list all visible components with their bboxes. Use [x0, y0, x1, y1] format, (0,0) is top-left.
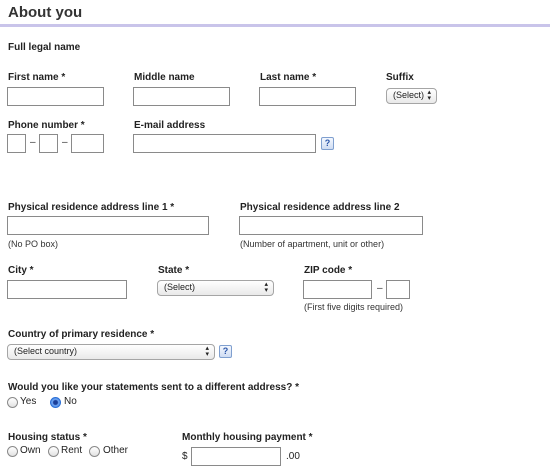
statements-yes-radio[interactable] — [7, 397, 18, 408]
housing-status-label: Housing status * — [8, 432, 87, 443]
country-help-icon[interactable]: ? — [219, 345, 232, 358]
phone-dash-2: – — [62, 137, 68, 148]
state-select[interactable] — [157, 280, 274, 296]
phone-line-input[interactable] — [71, 134, 104, 153]
select-arrows-icon: ▴ ▾ — [427, 89, 431, 102]
housing-other-label[interactable]: Other — [103, 445, 129, 456]
zip-code-input[interactable] — [303, 280, 372, 299]
country-select[interactable] — [7, 344, 215, 360]
suffix-select-value: (Select) — [393, 90, 425, 100]
section-divider — [0, 24, 550, 27]
monthly-payment-input[interactable] — [191, 447, 281, 466]
first-name-label: First name * — [8, 72, 66, 83]
suffix-label: Suffix — [386, 72, 414, 83]
housing-other-radio[interactable] — [89, 446, 100, 457]
housing-rent-label[interactable]: Rent — [61, 445, 83, 456]
housing-rent-radio[interactable] — [48, 446, 59, 457]
cents-suffix: .00 — [286, 451, 300, 462]
phone-prefix-input[interactable] — [39, 134, 58, 153]
city-label: City * — [8, 265, 34, 276]
email-help-icon[interactable]: ? — [321, 137, 334, 150]
housing-own-label[interactable]: Own — [20, 445, 41, 456]
middle-name-input[interactable] — [133, 87, 230, 106]
statements-no-label[interactable]: No — [64, 396, 77, 407]
email-label: E-mail address — [134, 120, 206, 131]
state-label: State * — [158, 265, 190, 276]
first-name-input[interactable] — [7, 87, 104, 106]
monthly-payment-label: Monthly housing payment * — [182, 432, 313, 443]
zip-code-hint: (First five digits required) — [304, 302, 404, 312]
statements-no-radio[interactable] — [50, 397, 61, 408]
address-line2-input[interactable] — [239, 216, 423, 235]
address-line2-hint: (Number of apartment, unit or other) — [240, 239, 385, 249]
select-arrows-icon: ▴ ▾ — [205, 345, 209, 358]
phone-area-code-input[interactable] — [7, 134, 26, 153]
full-legal-name-heading: Full legal name — [8, 42, 81, 53]
zip-dash: – — [377, 283, 383, 294]
select-arrows-icon: ▴ ▾ — [264, 281, 268, 294]
country-select-value: (Select country) — [14, 346, 78, 356]
state-select-value: (Select) — [164, 282, 196, 292]
address-line1-input[interactable] — [7, 216, 209, 235]
address-line2-label: Physical residence address line 2 — [240, 202, 400, 213]
section-title: About you — [8, 4, 83, 21]
address-line1-hint: (No PO box) — [8, 239, 59, 249]
suffix-select[interactable] — [386, 88, 437, 104]
address-line1-label: Physical residence address line 1 * — [8, 202, 175, 213]
email-input[interactable] — [133, 134, 316, 153]
zip-plus4-input[interactable] — [386, 280, 410, 299]
last-name-input[interactable] — [259, 87, 356, 106]
housing-own-radio[interactable] — [7, 446, 18, 457]
country-label: Country of primary residence * — [8, 329, 155, 340]
zip-code-label: ZIP code * — [304, 265, 353, 276]
last-name-label: Last name * — [260, 72, 317, 83]
statements-question: Would you like your statements sent to a different address? * — [8, 382, 299, 393]
phone-number-label: Phone number * — [8, 120, 85, 131]
phone-dash-1: – — [30, 137, 36, 148]
middle-name-label: Middle name — [134, 72, 195, 83]
currency-symbol: $ — [182, 451, 188, 462]
city-input[interactable] — [7, 280, 127, 299]
statements-yes-label[interactable]: Yes — [20, 396, 37, 407]
